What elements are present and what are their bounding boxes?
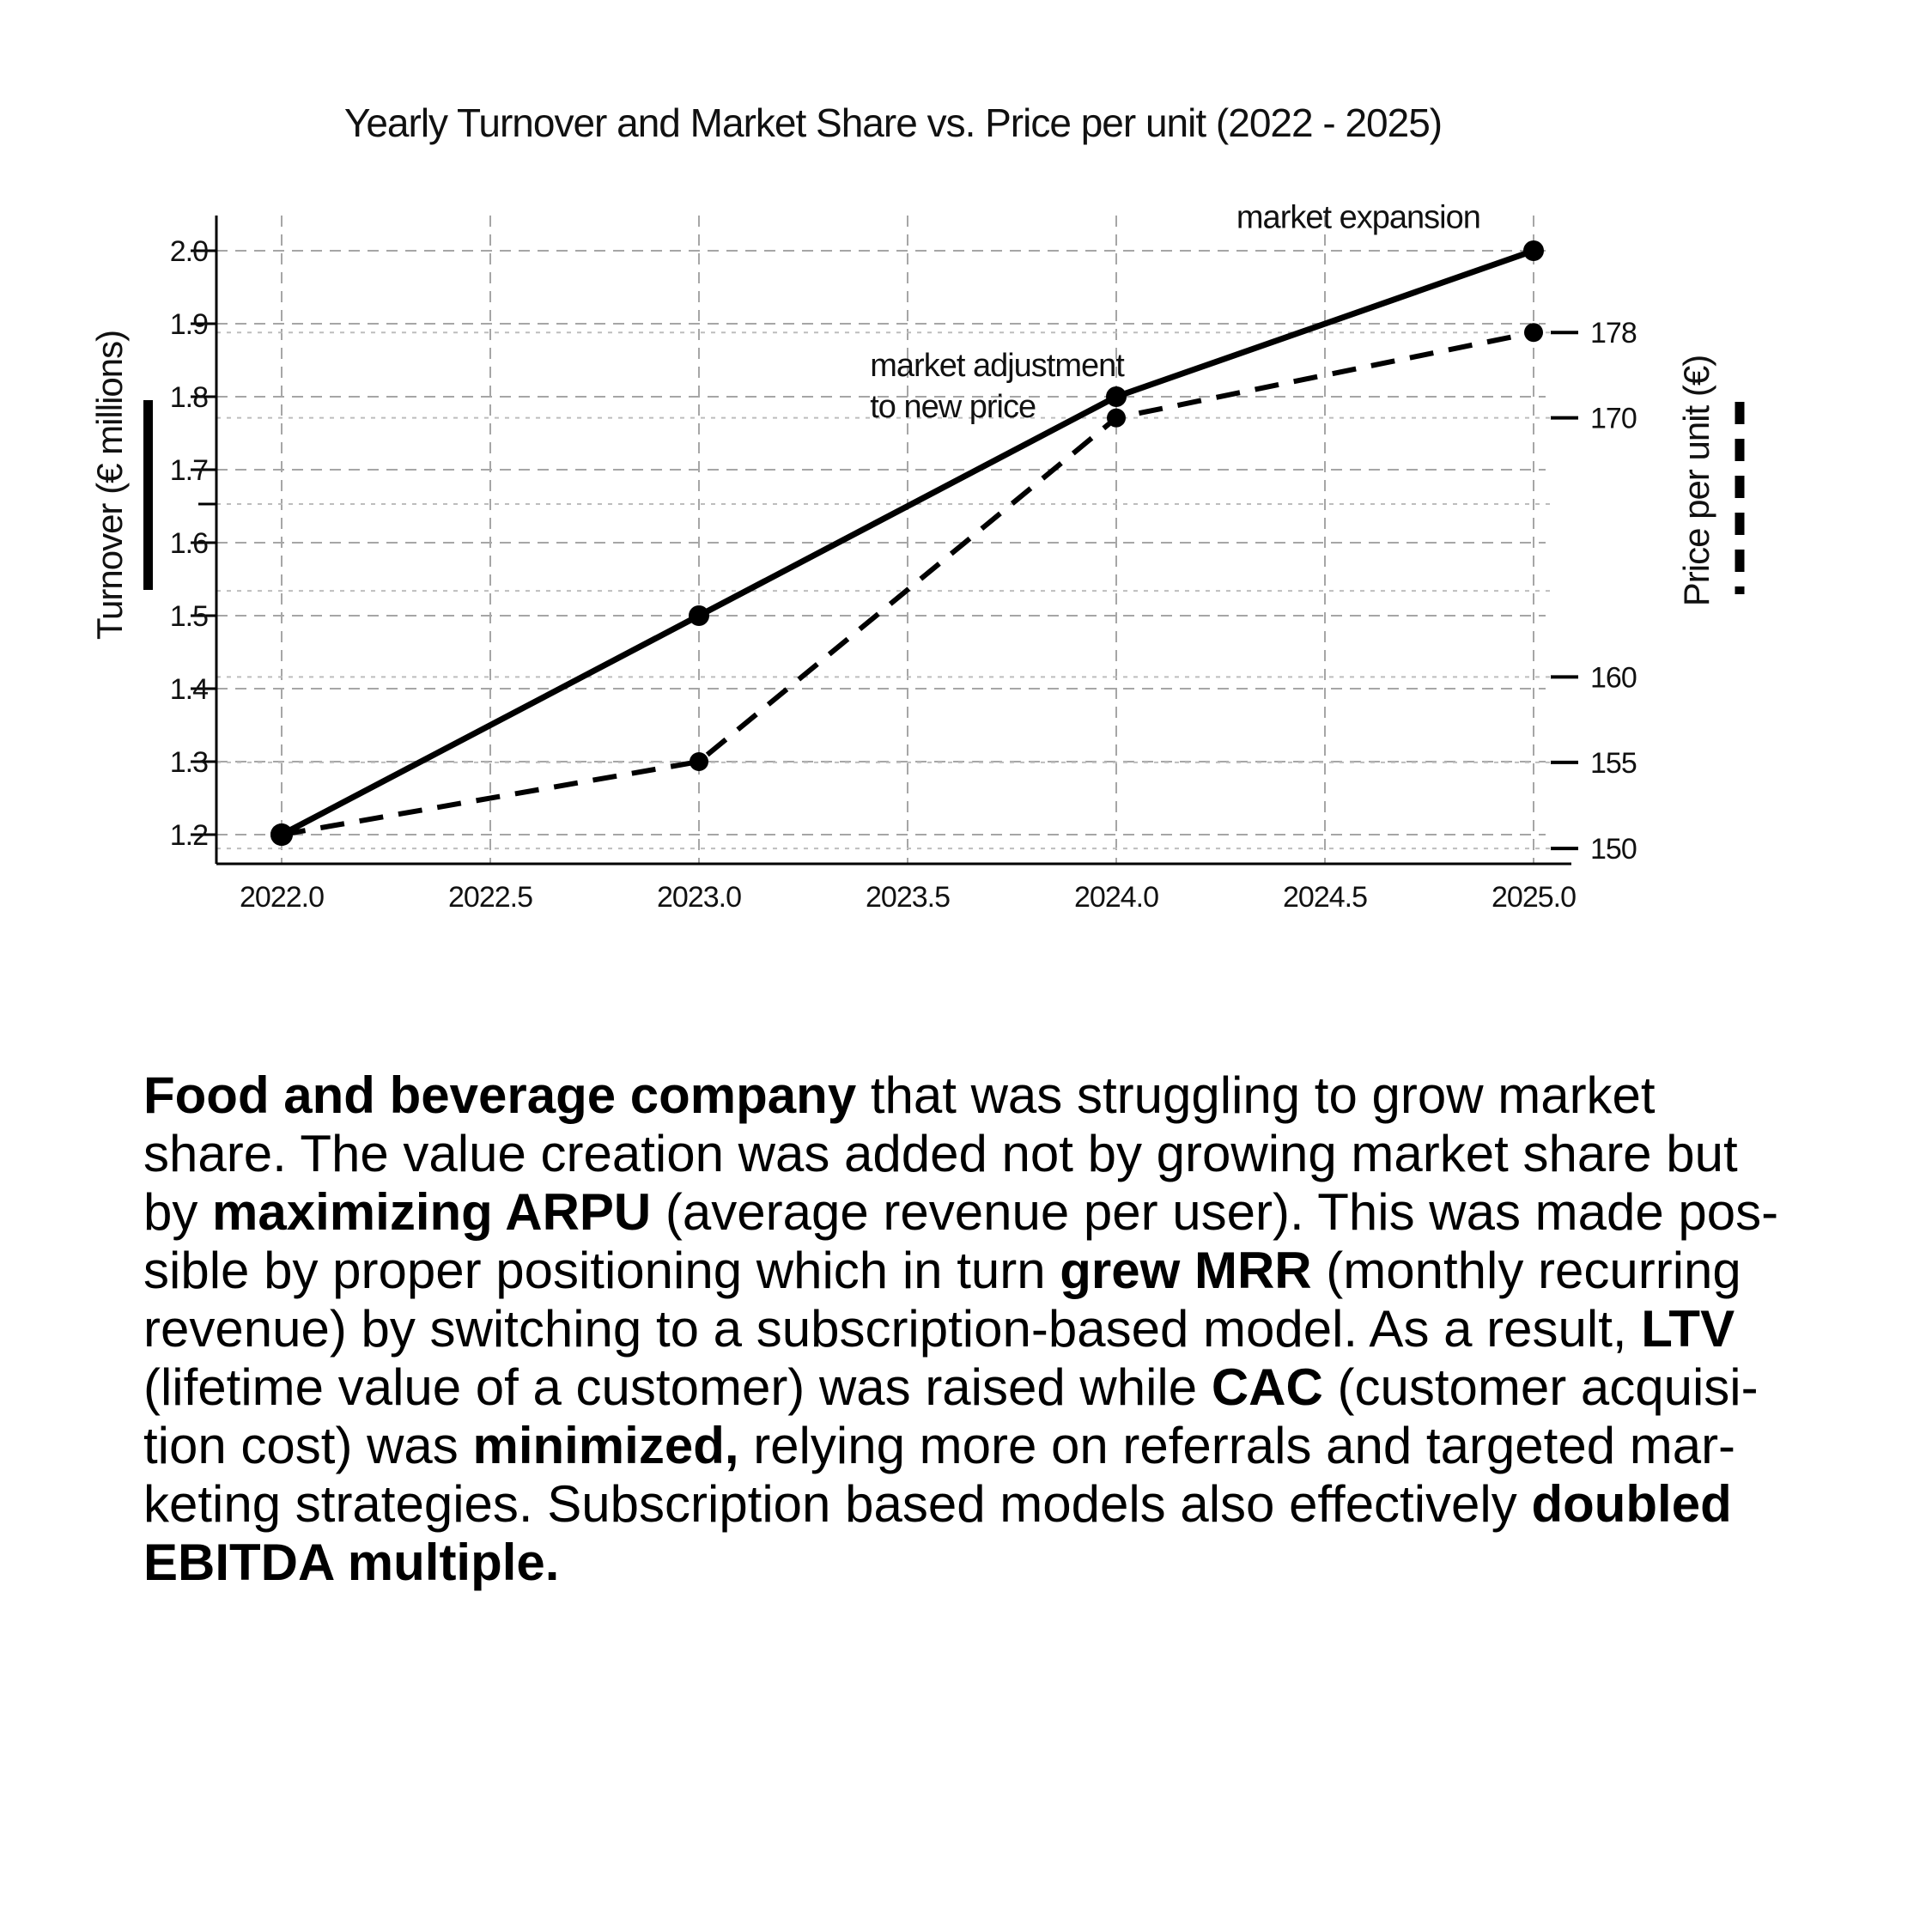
y-axis-tick-label: 1.2 bbox=[169, 819, 208, 852]
turnover-data-point bbox=[689, 605, 709, 626]
price-data-point bbox=[270, 823, 293, 846]
x-axis-tick-label: 2025.0 bbox=[1492, 881, 1576, 914]
right-axis-tick-label: 178 bbox=[1590, 317, 1637, 350]
paragraph-segment: (customer acquisi- bbox=[1322, 1358, 1759, 1416]
paragraph-segment: revenue) by switching to a subscription-based model. As a result, bbox=[143, 1300, 1642, 1358]
paragraph-line bbox=[143, 1300, 1775, 1358]
paragraph-bold-segment: maximizing ARPU bbox=[212, 1183, 652, 1241]
paragraph-segment: (monthly recurring bbox=[1311, 1242, 1741, 1299]
paragraph-bold-segment: doubled bbox=[1531, 1475, 1732, 1533]
annotation-market-adjustment-line2: to new price bbox=[870, 388, 1036, 425]
paragraph-bold-segment: Food and beverage company bbox=[143, 1066, 857, 1124]
right-axis-tick-label: 170 bbox=[1590, 402, 1637, 435]
y-axis-tick-label: 1.9 bbox=[169, 308, 208, 341]
paragraph-segment: (average revenue per user). This was made pos- bbox=[651, 1183, 1779, 1241]
price-data-point bbox=[1107, 409, 1126, 428]
y-axis-tick-label: 1.6 bbox=[169, 527, 208, 560]
turnover-data-point bbox=[1106, 386, 1127, 407]
paragraph-bold-segment: minimized, bbox=[472, 1417, 739, 1474]
paragraph-segment: keting strategies. Subscription based models also effectively bbox=[143, 1475, 1532, 1533]
paragraph-line bbox=[143, 1358, 1775, 1417]
paragraph-bold-segment: EBITDA multiple. bbox=[143, 1534, 560, 1591]
paragraph-segment: (lifetime value of a customer) was raised while bbox=[143, 1358, 1212, 1416]
annotation-market-adjustment-line1: market adjustment bbox=[870, 348, 1124, 385]
paragraph-line bbox=[143, 1183, 1779, 1242]
right-axis-tick-label: 160 bbox=[1590, 661, 1637, 695]
case-study-paragraph bbox=[143, 1066, 1779, 1592]
x-axis-tick-label: 2022.5 bbox=[448, 881, 532, 914]
right-axis-title: Price per unit (€) bbox=[1676, 355, 1716, 607]
y-axis-tick-label: 2.0 bbox=[169, 235, 208, 268]
y-axis-tick-label: 1.7 bbox=[169, 454, 208, 487]
y-axis-tick-label: 1.4 bbox=[169, 673, 208, 706]
paragraph-bold-segment: grew MRR bbox=[1060, 1242, 1312, 1299]
paragraph-bold-segment: LTV bbox=[1641, 1300, 1735, 1358]
x-axis-tick-label: 2023.0 bbox=[657, 881, 741, 914]
x-axis-tick-label: 2024.5 bbox=[1283, 881, 1367, 914]
chart-title: Yearly Turnover and Market Share vs. Price per unit (2022 - 2025) bbox=[343, 100, 1443, 145]
y-axis-tick-label: 1.5 bbox=[169, 600, 208, 633]
x-axis-tick-label: 2023.5 bbox=[866, 881, 950, 914]
paragraph-line bbox=[143, 1125, 1775, 1183]
x-axis-tick-label: 2022.0 bbox=[240, 881, 324, 914]
paragraph-bold-segment: CAC bbox=[1211, 1358, 1323, 1416]
x-axis-tick-label: 2024.0 bbox=[1074, 881, 1158, 914]
paragraph-segment: sible by proper positioning which in turn bbox=[143, 1242, 1060, 1299]
paragraph-segment: tion cost) was bbox=[143, 1417, 473, 1474]
right-axis-tick-label: 155 bbox=[1590, 746, 1637, 780]
left-axis-title: Turnover (€ millions) bbox=[89, 330, 130, 641]
paragraph-segment: relying more on referrals and targeted mar- bbox=[738, 1417, 1736, 1474]
price-data-point bbox=[1524, 323, 1543, 342]
paragraph-line bbox=[143, 1242, 1775, 1300]
paragraph-line bbox=[143, 1417, 1775, 1475]
paragraph-line bbox=[143, 1066, 1775, 1125]
y-axis-tick-label: 1.8 bbox=[169, 381, 208, 414]
paragraph-segment: share. The value creation was added not by growing market share but bbox=[143, 1125, 1738, 1182]
paragraph-line bbox=[143, 1534, 1775, 1592]
legend-solid-line-sample bbox=[143, 400, 153, 590]
y-axis-tick-label: 1.3 bbox=[169, 746, 208, 779]
right-axis-tick-label: 150 bbox=[1590, 833, 1637, 866]
paragraph-line bbox=[143, 1475, 1775, 1534]
paragraph-segment: by bbox=[143, 1183, 213, 1241]
paragraph-segment: that was struggling to grow market bbox=[856, 1066, 1656, 1124]
price-data-point bbox=[690, 752, 708, 771]
turnover-data-point bbox=[1523, 240, 1544, 261]
annotation-market-expansion: market expansion bbox=[1236, 199, 1480, 236]
